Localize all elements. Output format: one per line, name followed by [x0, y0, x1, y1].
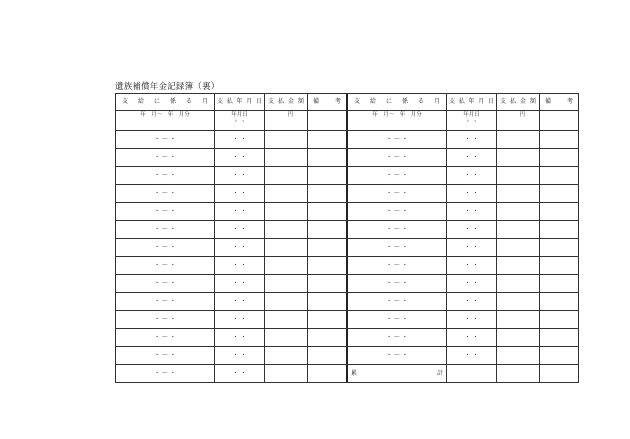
- pay-date-cell[interactable]: ・ ・: [447, 131, 497, 149]
- period-cell[interactable]: ・ ～ ・: [116, 221, 215, 239]
- period-cell[interactable]: ・ ～ ・: [116, 167, 215, 185]
- unit-pay-date-label: 年月日: [463, 112, 480, 118]
- amount-cell[interactable]: [497, 329, 540, 347]
- amount-cell[interactable]: [265, 365, 308, 383]
- record-row: [348, 149, 579, 167]
- unit-pay-date-dots: ・ ・: [233, 119, 246, 125]
- amount-cell[interactable]: [497, 275, 540, 293]
- pay-date-cell[interactable]: ・ ・: [215, 167, 265, 185]
- amount-cell[interactable]: [265, 149, 308, 167]
- record-row: [116, 311, 347, 329]
- pay-date-cell[interactable]: ・ ・: [215, 293, 265, 311]
- period-cell[interactable]: ・ ～ ・: [116, 149, 215, 167]
- amount-cell[interactable]: [497, 131, 540, 149]
- period-cell[interactable]: ・ ～ ・: [116, 365, 215, 383]
- period-cell[interactable]: ・ ～ ・: [116, 239, 215, 257]
- amount-cell[interactable]: [265, 293, 308, 311]
- amount-cell[interactable]: [497, 257, 540, 275]
- record-row: [116, 221, 347, 239]
- period-cell[interactable]: ・ ～ ・: [116, 203, 215, 221]
- amount-cell[interactable]: [265, 239, 308, 257]
- unit-pay-date: [447, 111, 497, 131]
- pay-date-cell[interactable]: ・ ・: [215, 365, 265, 383]
- record-row: [116, 167, 347, 185]
- amount-cell[interactable]: [497, 311, 540, 329]
- pay-date-cell[interactable]: ・ ・: [447, 221, 497, 239]
- pay-date-cell[interactable]: ・ ・: [215, 257, 265, 275]
- record-row: [116, 275, 347, 293]
- amount-cell[interactable]: [497, 185, 540, 203]
- record-row: [348, 347, 579, 365]
- pay-date-cell[interactable]: ・ ・: [447, 311, 497, 329]
- period-cell[interactable]: ・ ～ ・: [348, 257, 447, 275]
- remarks-cell[interactable]: [540, 239, 579, 257]
- remarks-cell[interactable]: [308, 347, 347, 365]
- pay-date-cell[interactable]: ・ ・: [215, 239, 265, 257]
- period-cell[interactable]: ・ ～ ・: [348, 149, 447, 167]
- amount-cell[interactable]: [497, 347, 540, 365]
- unit-row: [116, 111, 347, 131]
- pay-date-cell[interactable]: ・ ・: [447, 257, 497, 275]
- remarks-cell[interactable]: [308, 167, 347, 185]
- remarks-cell[interactable]: [308, 149, 347, 167]
- record-row: [116, 347, 347, 365]
- amount-cell[interactable]: [265, 311, 308, 329]
- period-cell[interactable]: ・ ～ ・: [116, 293, 215, 311]
- amount-cell[interactable]: [265, 347, 308, 365]
- pay-date-cell[interactable]: ・ ・: [215, 185, 265, 203]
- unit-amount: 円: [497, 111, 540, 131]
- record-row: [348, 257, 579, 275]
- unit-row: [348, 111, 579, 131]
- record-row: [116, 257, 347, 275]
- total-amount-cell[interactable]: [497, 365, 540, 383]
- unit-remarks: [308, 111, 347, 131]
- remarks-cell[interactable]: [540, 221, 579, 239]
- remarks-cell[interactable]: [540, 149, 579, 167]
- remarks-cell[interactable]: [540, 329, 579, 347]
- record-row: [116, 329, 347, 347]
- period-cell[interactable]: ・ ～ ・: [116, 275, 215, 293]
- pay-date-cell[interactable]: ・ ・: [215, 347, 265, 365]
- right-record-table: [347, 93, 579, 383]
- period-cell[interactable]: ・ ～ ・: [116, 257, 215, 275]
- remarks-cell[interactable]: [540, 185, 579, 203]
- pay-date-cell[interactable]: ・ ・: [447, 347, 497, 365]
- pay-date-cell[interactable]: ・ ・: [447, 275, 497, 293]
- pay-date-cell[interactable]: ・ ・: [215, 329, 265, 347]
- period-cell[interactable]: ・ ～ ・: [116, 347, 215, 365]
- record-row: [348, 131, 579, 149]
- unit-pay-date: [215, 111, 265, 131]
- remarks-cell[interactable]: [540, 347, 579, 365]
- record-row: [116, 239, 347, 257]
- amount-cell[interactable]: [265, 275, 308, 293]
- amount-cell[interactable]: [497, 203, 540, 221]
- header-pay-date: 支払年月日: [447, 94, 497, 111]
- pay-date-cell[interactable]: ・ ・: [447, 185, 497, 203]
- remarks-cell[interactable]: [540, 257, 579, 275]
- left-record-table: [115, 93, 347, 383]
- pay-date-cell[interactable]: ・ ・: [215, 221, 265, 239]
- header-period: 支 給 に 係 る 月: [116, 94, 215, 111]
- amount-cell[interactable]: [265, 329, 308, 347]
- record-row: [116, 185, 347, 203]
- pay-date-cell[interactable]: ・ ・: [215, 131, 265, 149]
- period-cell[interactable]: ・ ～ ・: [348, 167, 447, 185]
- record-row: [348, 311, 579, 329]
- remarks-cell[interactable]: [540, 311, 579, 329]
- period-cell[interactable]: ・ ～ ・: [348, 203, 447, 221]
- remarks-cell[interactable]: [540, 293, 579, 311]
- amount-cell[interactable]: [497, 167, 540, 185]
- record-row: [348, 221, 579, 239]
- remarks-cell[interactable]: [308, 365, 347, 383]
- header-remarks: 備 考: [540, 94, 579, 111]
- total-label: 累 計: [348, 365, 447, 383]
- amount-cell[interactable]: [265, 203, 308, 221]
- record-row: [116, 131, 347, 149]
- amount-cell[interactable]: [497, 239, 540, 257]
- pay-date-cell[interactable]: ・ ・: [447, 167, 497, 185]
- period-cell[interactable]: ・ ～ ・: [348, 239, 447, 257]
- pay-date-cell[interactable]: ・ ・: [447, 329, 497, 347]
- remarks-cell[interactable]: [308, 257, 347, 275]
- period-cell[interactable]: ・ ～ ・: [116, 329, 215, 347]
- amount-cell[interactable]: [265, 131, 308, 149]
- pay-date-cell[interactable]: ・ ・: [447, 149, 497, 167]
- unit-remarks: [540, 111, 579, 131]
- remarks-cell[interactable]: [540, 203, 579, 221]
- pay-date-cell[interactable]: ・ ・: [447, 293, 497, 311]
- period-cell[interactable]: ・ ～ ・: [348, 293, 447, 311]
- remarks-cell[interactable]: [308, 185, 347, 203]
- remarks-cell[interactable]: [308, 203, 347, 221]
- remarks-cell[interactable]: [540, 275, 579, 293]
- form-title: 遺族補償年金記録簿（裏）: [115, 82, 220, 92]
- amount-cell[interactable]: [265, 185, 308, 203]
- record-row: [348, 185, 579, 203]
- record-row: [348, 203, 579, 221]
- pay-date-cell[interactable]: ・ ・: [447, 203, 497, 221]
- total-pay-date-cell[interactable]: [447, 365, 497, 383]
- amount-cell[interactable]: [265, 221, 308, 239]
- period-cell[interactable]: ・ ～ ・: [348, 311, 447, 329]
- header-remarks: 備 考: [308, 94, 347, 111]
- header-amount: 支払金額: [497, 94, 540, 111]
- record-row: [116, 149, 347, 167]
- record-row: [348, 239, 579, 257]
- amount-cell[interactable]: [497, 221, 540, 239]
- unit-pay-date-label: 年月日: [231, 112, 248, 118]
- period-cell[interactable]: ・ ～ ・: [116, 185, 215, 203]
- unit-period: 年 月～ 年 月分: [348, 111, 447, 131]
- remarks-cell[interactable]: [308, 239, 347, 257]
- period-cell[interactable]: ・ ～ ・: [348, 329, 447, 347]
- total-row: [348, 365, 579, 383]
- period-cell[interactable]: ・ ～ ・: [116, 131, 215, 149]
- pay-date-cell[interactable]: ・ ・: [215, 149, 265, 167]
- remarks-cell[interactable]: [308, 131, 347, 149]
- remarks-cell[interactable]: [308, 311, 347, 329]
- record-row: [348, 275, 579, 293]
- pay-date-cell[interactable]: ・ ・: [215, 311, 265, 329]
- period-cell[interactable]: ・ ～ ・: [348, 185, 447, 203]
- unit-period: 年 月～ 年 月分: [116, 111, 215, 131]
- header-amount: 支払金額: [265, 94, 308, 111]
- period-cell[interactable]: ・ ～ ・: [348, 275, 447, 293]
- record-row: [348, 293, 579, 311]
- header-pay-date: 支払年月日: [215, 94, 265, 111]
- remarks-cell[interactable]: [308, 275, 347, 293]
- record-row: [116, 365, 347, 383]
- unit-amount: 円: [265, 111, 308, 131]
- period-cell[interactable]: ・ ～ ・: [348, 131, 447, 149]
- period-cell[interactable]: ・ ～ ・: [348, 347, 447, 365]
- period-cell[interactable]: ・ ～ ・: [348, 221, 447, 239]
- remarks-cell[interactable]: [540, 131, 579, 149]
- amount-cell[interactable]: [497, 293, 540, 311]
- header-period: 支 給 に 係 る 月: [348, 94, 447, 111]
- pay-date-cell[interactable]: ・ ・: [215, 203, 265, 221]
- record-row: [116, 203, 347, 221]
- remarks-cell[interactable]: [308, 221, 347, 239]
- total-remarks-cell[interactable]: [540, 365, 579, 383]
- amount-cell[interactable]: [265, 257, 308, 275]
- period-cell[interactable]: ・ ～ ・: [116, 311, 215, 329]
- remarks-cell[interactable]: [308, 293, 347, 311]
- remarks-cell[interactable]: [540, 167, 579, 185]
- record-row: [348, 167, 579, 185]
- amount-cell[interactable]: [265, 167, 308, 185]
- unit-pay-date-dots: ・ ・: [465, 119, 478, 125]
- pay-date-cell[interactable]: ・ ・: [447, 239, 497, 257]
- record-row: [116, 293, 347, 311]
- record-row: [348, 329, 579, 347]
- pay-date-cell[interactable]: ・ ・: [215, 275, 265, 293]
- remarks-cell[interactable]: [308, 329, 347, 347]
- header-row: [116, 94, 347, 111]
- header-row: [348, 94, 579, 111]
- amount-cell[interactable]: [497, 149, 540, 167]
